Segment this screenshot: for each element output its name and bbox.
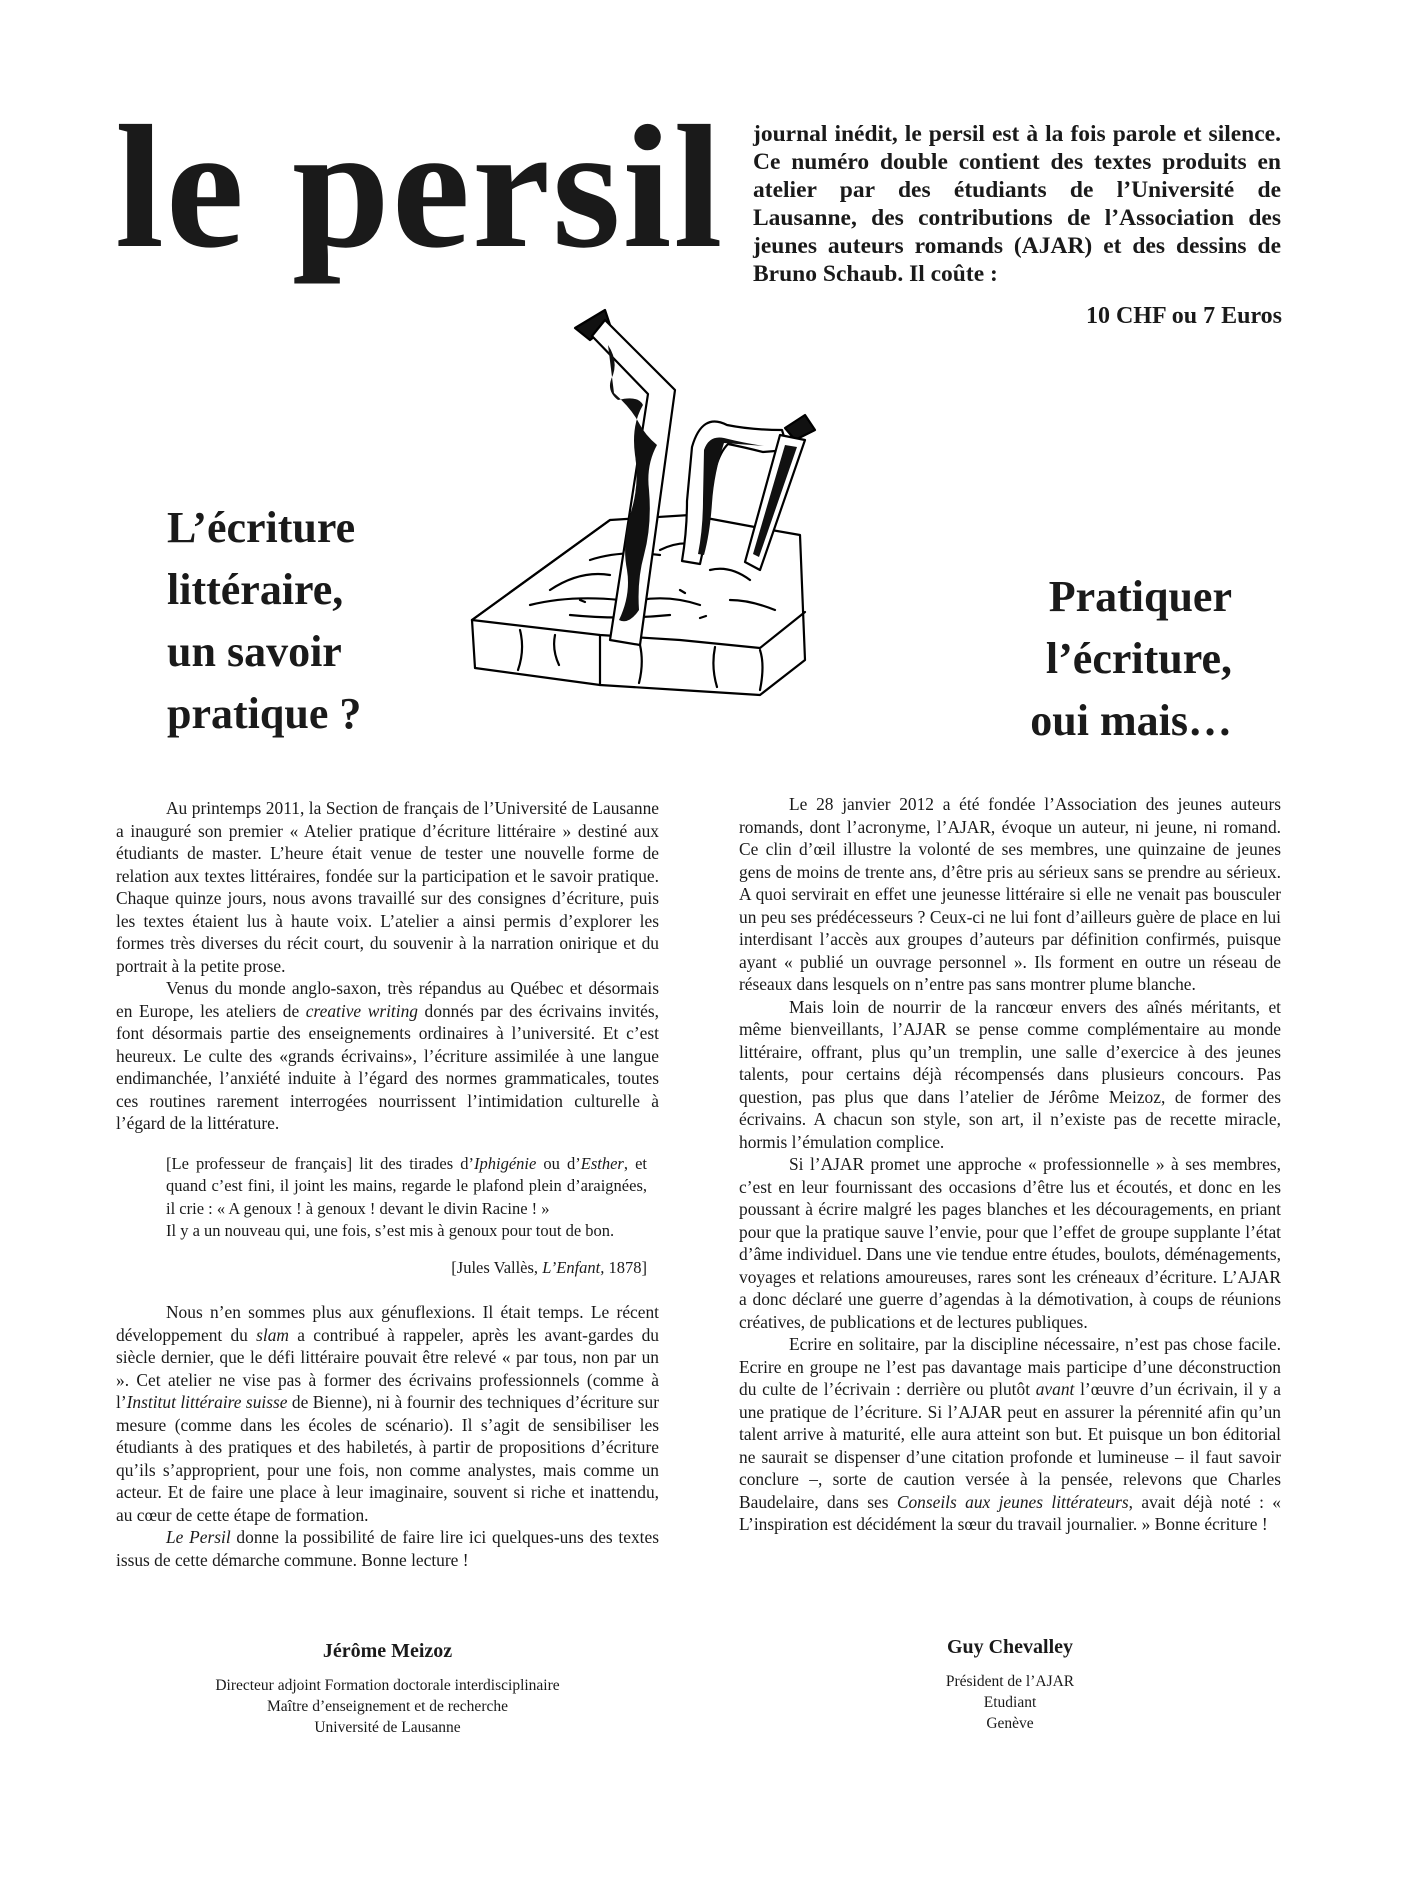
text-run: [Le professeur de français] lit des tirades d’ bbox=[166, 1153, 475, 1173]
editorial-right-column bbox=[739, 793, 1281, 1536]
signature-line: Université de Lausanne bbox=[314, 1719, 461, 1736]
text-run-italic: avant bbox=[1035, 1379, 1075, 1399]
paragraph bbox=[116, 977, 659, 1135]
text-run-italic: L’Enfant, bbox=[542, 1257, 605, 1277]
quote-paragraph bbox=[166, 1153, 647, 1221]
paragraph bbox=[116, 1526, 659, 1571]
text-run: Nous n’en sommes plus aux génuflexions. Il était temps. Le récent développement du bbox=[116, 1302, 659, 1345]
text-run-italic: Conseils aux jeunes littérateurs bbox=[896, 1491, 1129, 1512]
text-run: Ecrire en solitaire, par la discipline nécessaire, n’est pas chose facile. Ecrire en groupe ne l’est pas davantage mais participe d’une déconstruction du culte de l’écrivain : derrière ou plutôt bbox=[739, 1334, 1281, 1399]
text-run: 1878] bbox=[604, 1257, 647, 1277]
text-run-italic: Le Persil bbox=[166, 1527, 231, 1547]
text-run: , et quand c’est fini, il joint les mains, regarde le plafond plein d’araignées, il crie : « A genoux ! à genoux ! devant le divin Racine ! » bbox=[166, 1153, 647, 1218]
paragraph bbox=[739, 1333, 1281, 1536]
text-run: a contribué à rappeler, après les avant-gardes du siècle dernier, que le défi littéraire pouvait être relevé « par tous, non par un ». Cet atelier ne vise pas à former des écrivains professionnels (comme à l’ bbox=[116, 1324, 659, 1412]
paragraph bbox=[116, 1301, 659, 1526]
text-run-italic: Esther bbox=[580, 1153, 624, 1173]
text-run-italic: slam bbox=[256, 1324, 289, 1345]
text-run-italic: Institut littéraire suisse bbox=[126, 1392, 288, 1412]
signature-line: Président de l’AJAR bbox=[945, 1673, 1075, 1690]
text-run: donnés par des écrivains invités, font désormais partie des enseignements ordinaires à l’université. Et c’est heureux. Le culte des «grands écrivains», l’écriture assimilée à une langue endimanchée, l’anxiété induite à l’égard des normes grammaticales, toutes ces routines rarement interrogées nourrissent l’intimidation culturelle à l’égard de la littérature. bbox=[116, 1000, 659, 1133]
signature-right bbox=[739, 1636, 1281, 1734]
text-run: , avait déjà noté : « L’inspiration est décidément la sœur du travail journalier. » Bonne écriture ! bbox=[739, 1491, 1281, 1534]
paragraph: Si l’AJAR promet une approche « professionnelle » à ses membres, c’est en leur fournissant des occasions d’être lus et écoutés, et donc en les poussant à écrire malgré les pages blanches et les découragements, en priant pour que la pratique sauve l’envie, pour que l’effet de groupe supplante l’état d’âme individuel. Dans une vie tendue entre études, boulots, déménagements, voyages et relations amoureuses, rares sont les créneaux d’écriture. L’AJAR a donc déclaré une guerre d’agendas à la démotivation, à coups de réunions créatives, de publications et de lectures publiques. bbox=[739, 1154, 1281, 1332]
text-run: ou d’ bbox=[536, 1153, 581, 1173]
text-run: Venus du monde anglo-saxon, très répandus au Québec et désormais en Europe, les ateliers de bbox=[116, 978, 659, 1021]
quote-source bbox=[116, 1257, 647, 1280]
text-run: l’œuvre d’un écrivain, il y a une pratique de l’écriture. Si l’AJAR peut en assurer la pérennité afin qu’un talent arrive à maturité, elle aura atteint son but. Et puisque un bon éditorial ne saurait se dispenser d’une citation profonde et lumineuse – il faut savoir conclure –, sorte de caution versée à la pensée, relevons que Charles Baudelaire, dans ses bbox=[739, 1379, 1281, 1512]
text-run: de Bienne), ni à fournir des techniques d’écriture sur mesure (comme dans les écoles de scénario). Il s’agit de sensibiliser les étudiants à des pratiques et des habiletés, à partir de propositions d’écriture qu’ils s’approprient, pour une fois, non comme analystes, mais comme un acteur. Et de faire une place à leur imaginaire, souvent si riche et inattendu, au cœur de cette étape de formation. bbox=[116, 1392, 660, 1525]
text-run: [Jules Vallès, bbox=[451, 1257, 543, 1277]
signature-line: Genève bbox=[986, 1715, 1034, 1732]
paragraph: Mais loin de nourrir de la rancœur envers des aînés méritants, et même bienveillants, l’AJAR se pense comme complémentaire au monde littéraire, offrant, plus qu’un tremplin, une salle d’exercice à des jeunes talents, pour certains déjà récompensés dans plusieurs concours. Pas question, pas plus que dans l’atelier de Jérôme Meizoz, de former des écrivains. A chacun son style, son art, il n’existe pas de recette miracle, hormis l’émulation complice. bbox=[739, 996, 1281, 1152]
headline-left-line: L’écriture bbox=[167, 503, 356, 552]
headline-right-line: oui mais… bbox=[1030, 696, 1232, 745]
masthead-title: le persil bbox=[115, 90, 725, 285]
signature-left bbox=[116, 1640, 659, 1738]
headline-left bbox=[167, 497, 361, 745]
editorial-left-column bbox=[116, 797, 659, 1571]
signature-name: Jérôme Meizoz bbox=[322, 1640, 453, 1662]
signature-name: Guy Chevalley bbox=[946, 1636, 1074, 1658]
quote-paragraph: Il y a un nouveau qui, une fois, s’est mis à genoux pour tout de bon. bbox=[166, 1221, 615, 1240]
headline-left-line: un savoir bbox=[167, 627, 342, 676]
price: 10 CHF ou 7 Euros bbox=[1085, 303, 1282, 329]
text-run: donne la possibilité de faire lire ici quelques-uns des textes issus de cette démarche commune. Bonne lecture ! bbox=[116, 1527, 659, 1570]
headline-left-line: littéraire, bbox=[167, 565, 344, 614]
nails-in-wood-block-drawing-icon bbox=[460, 300, 940, 780]
signature-line: Etudiant bbox=[983, 1694, 1037, 1711]
headline-right-line: l’écriture, bbox=[1045, 634, 1232, 683]
masthead-intro: journal inédit, le persil est à la fois parole et silence. Ce numéro double contient des textes produits en atelier par des étudiants de l’Université de Lausanne, des contributions de l’Association des jeunes auteurs romands (AJAR) et des dessins de Bruno Schaub. Il coûte : bbox=[753, 121, 1281, 287]
signature-line: Maître d’enseignement et de recherche bbox=[267, 1698, 508, 1715]
headline-right-line: Pratiquer bbox=[1048, 572, 1232, 621]
paragraph: Le 28 janvier 2012 a été fondée l’Association des jeunes auteurs romands, dont l’acronyme, l’AJAR, évoque un auteur, ni jeune, ni romand. Ce clin d’œil illustre la volonté de ses membres, une quinzaine de jeunes gens de moins de trente ans, d’être pris au sérieux sans se prendre au sérieux. A quoi servirait en effet une jeunesse littéraire si elle ne venait pas bousculer un peu ses prédécesseurs ? Ceux-ci ne lui font d’ailleurs guère de place en lui interdisant l’accès aux groupes d’auteurs par définition confirmés, puisque ayant « publié un ouvrage personnel ». Ils forment en outre un réseau de réseaux dans lesquels on n’entre pas sans montrer plume blanche. bbox=[739, 794, 1281, 994]
text-run-italic: Iphigénie bbox=[474, 1153, 537, 1173]
signature-line: Directeur adjoint Formation doctorale interdisciplinaire bbox=[215, 1677, 560, 1694]
headline-left-line: pratique ? bbox=[167, 689, 362, 738]
block-quote bbox=[166, 1153, 647, 1243]
paragraph: Au printemps 2011, la Section de français de l’Université de Lausanne a inauguré son premier « Atelier pratique d’écriture littéraire » destiné aux étudiants de master. L’heure était venue de tester une nouvelle forme de relation aux textes littéraires, fondée sur la participation et le savoir pratique. Chaque quinze jours, nous avons travaillé sur des consignes d’écriture, puis les textes étaient lus à haute voix. L’atelier a ainsi permis d’explorer les formes très diverses du récit court, du souvenir à la narration onirique et du portrait à la petite prose. bbox=[116, 798, 659, 976]
headline-right bbox=[1030, 566, 1232, 752]
text-run-italic: creative writing bbox=[305, 1000, 418, 1021]
